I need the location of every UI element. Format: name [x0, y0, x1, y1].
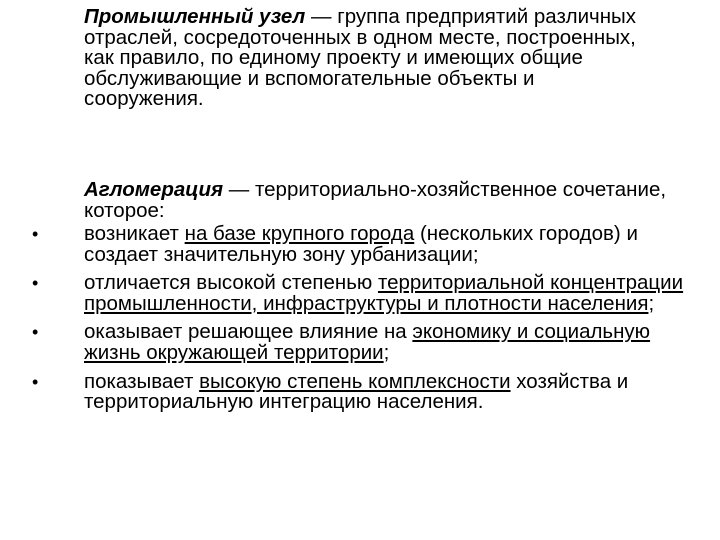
item-text: оказывает решающее влияние на	[84, 320, 413, 344]
list-item	[32, 320, 684, 364]
bullet-marker: •	[32, 273, 39, 294]
list-item	[32, 369, 684, 414]
definition-industrial-node	[84, 7, 644, 110]
underlined-text: территориальной концентрации промышленности, инфраструктуры и плотности населения	[84, 271, 684, 315]
item-text: отличается высокой степенью	[84, 271, 378, 295]
agglomeration-properties-list	[32, 222, 684, 421]
list-item	[32, 271, 684, 315]
item-text: возникает	[84, 222, 185, 245]
term-agglomeration: Агломерация	[84, 178, 224, 201]
definition-agglomeration	[84, 180, 684, 221]
item-text: хозяйства и территориальную интеграцию населения.	[84, 369, 629, 414]
definition-text: группа предприятий различных отраслей, сосредоточенных в одном месте, построенных, как правило, по единому проекту и имеющих общие обслуживающие и вспомогательные объекты и сооружения.	[84, 5, 637, 111]
underlined-text: на базе крупного города	[184, 222, 415, 245]
underlined-text: экономику и социальную жизнь окружающей территории	[84, 320, 651, 364]
item-text: ;	[383, 340, 390, 364]
bullet-marker: •	[32, 224, 39, 244]
item-text: (нескольких городов) и создает значительную зону урбанизации;	[84, 222, 638, 266]
definition-text: территориально-хозяйственное сочетание, которое:	[84, 178, 667, 222]
bullet-marker: •	[32, 371, 39, 392]
item-text: ;	[648, 291, 655, 315]
underlined-text: высокую степень комплексности	[199, 369, 511, 393]
term-dash: —	[305, 5, 338, 28]
term-dash: —	[223, 178, 255, 201]
term-industrial-node: Промышленный узел	[84, 5, 306, 28]
item-text: показывает	[84, 369, 200, 393]
bullet-marker: •	[32, 322, 39, 343]
list-item	[32, 222, 684, 266]
